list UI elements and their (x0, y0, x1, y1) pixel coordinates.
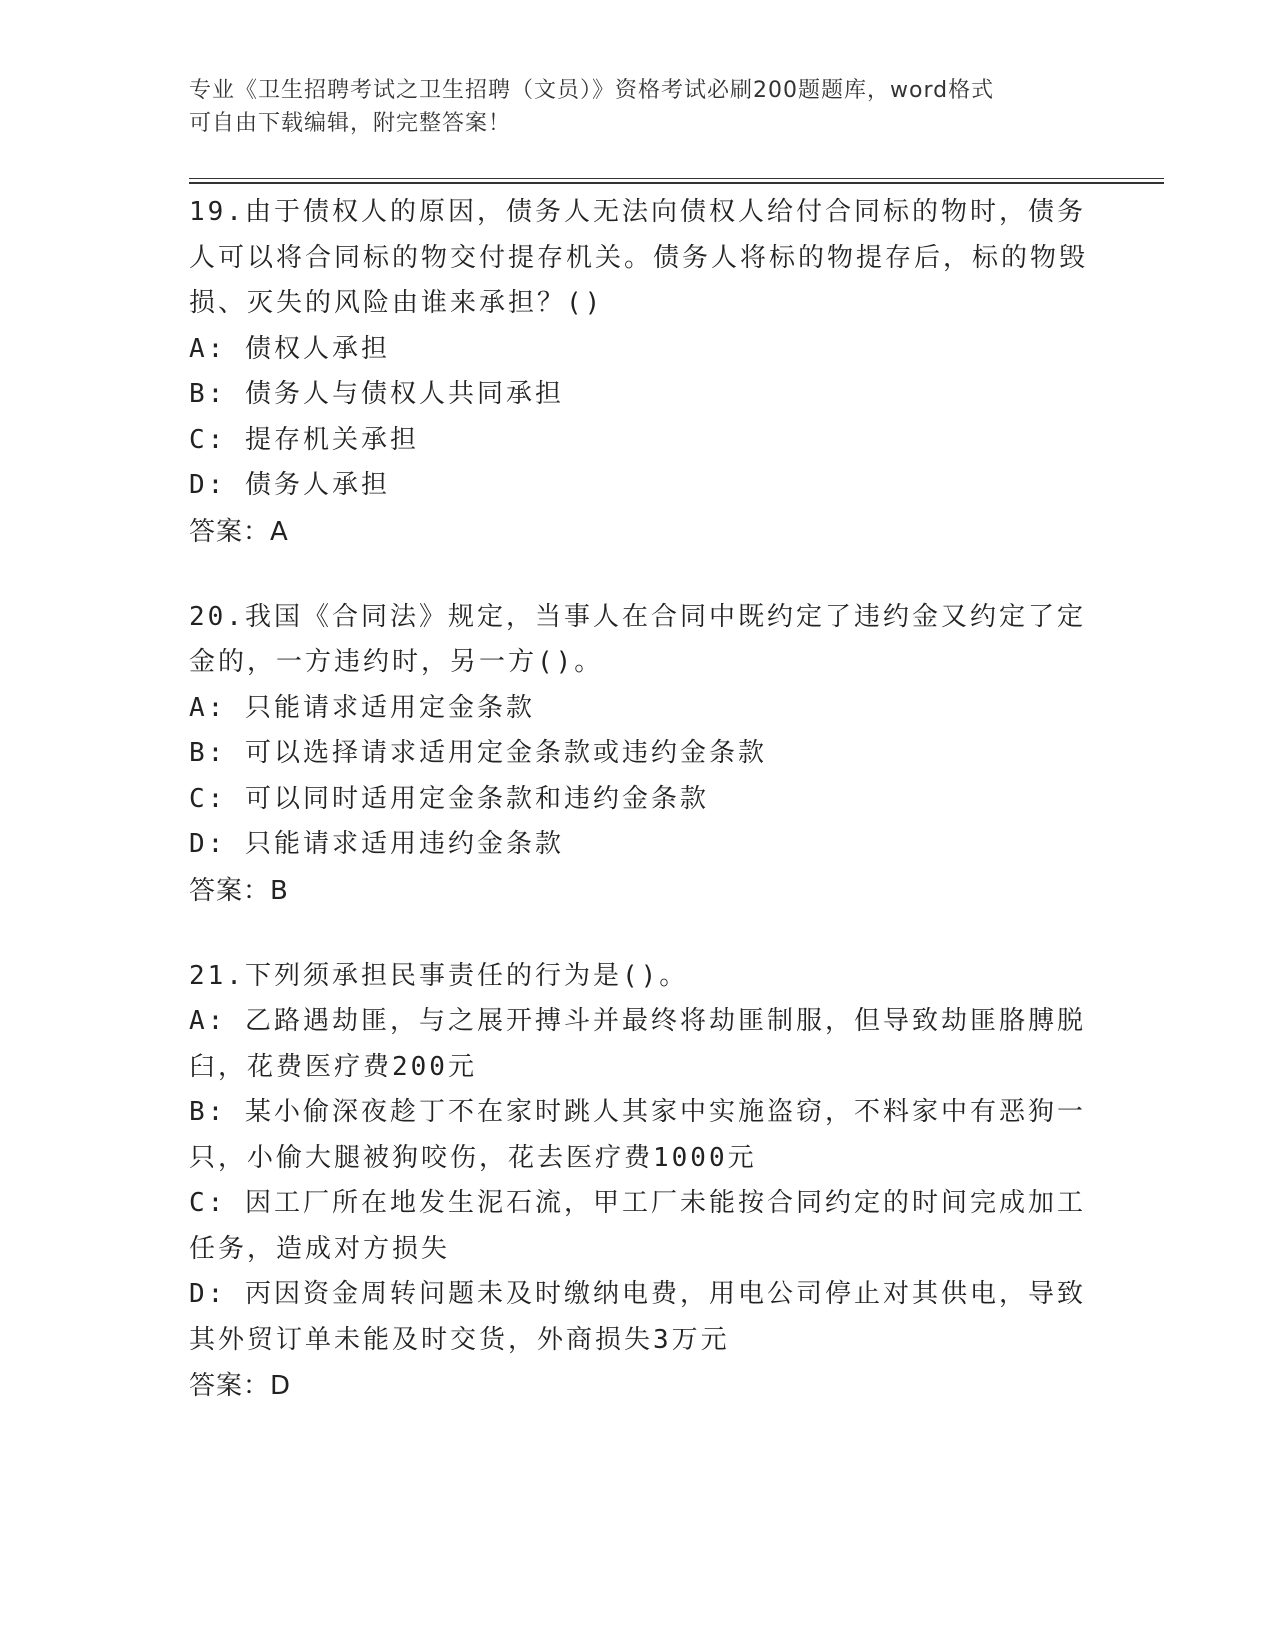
answer-label: 答案：A (189, 516, 289, 547)
option-a: A: 债权人承担 (189, 333, 390, 364)
document-header (189, 74, 1089, 140)
header-line-2: 可自由下载编辑，附完整答案！ (189, 111, 512, 136)
question-21 (189, 954, 1089, 1410)
option-d: D: 债务人承担 (189, 470, 390, 500)
header-divider-thin (189, 178, 1164, 179)
question-19 (189, 190, 1089, 555)
option-c: C: 可以同时适用定金条款和违约金条款 (189, 783, 709, 814)
question-20 (189, 595, 1089, 914)
option-a: A: 乙路遇劫匪，与之展开搏斗并最终将劫匪制服，但导致劫匪胳膊脱臼，花费医疗费200元 (189, 1006, 1086, 1082)
question-stem: 21.下列须承担民事责任的行为是()。 (189, 960, 689, 991)
option-c: C: 因工厂所在地发生泥石流，甲工厂未能按合同约定的时间完成加工任务，造成对方损失 (189, 1188, 1086, 1264)
option-c: C: 提存机关承担 (189, 424, 419, 455)
option-b: B: 某小偷深夜趁丁不在家时跳人其家中实施盗窃，不料家中有恶狗一只，小偷大腿被狗咬伤，花去医疗费1000元 (189, 1097, 1086, 1173)
option-b: B: 债务人与债权人共同承担 (189, 379, 564, 409)
answer-label: 答案：D (189, 1371, 292, 1401)
question-stem: 19.由于债权人的原因，债务人无法向债权人给付合同标的物时，债务人可以将合同标的物交付提存机关。债务人将标的物提存后，标的物毁损、灭失的风险由谁来承担？() (189, 197, 1089, 318)
question-stem: 20.我国《合同法》规定，当事人在合同中既约定了违约金又约定了定金的，一方违约时，另一方()。 (189, 601, 1086, 677)
option-a: A: 只能请求适用定金条款 (189, 692, 535, 723)
header-line-1: 专业《卫生招聘考试之卫生招聘（文员）》资格考试必刷200题题库，word格式 (189, 78, 995, 103)
answer-label: 答案：B (189, 875, 289, 906)
question-list (189, 190, 1089, 1449)
option-b: B: 可以选择请求适用定金条款或违约金条款 (189, 738, 767, 768)
header-divider-thick (189, 182, 1164, 184)
option-d: D: 只能请求适用违约金条款 (189, 829, 564, 859)
option-d: D: 丙因资金周转问题未及时缴纳电费，用电公司停止对其供电，导致其外贸订单未能及时交货，外商损失3万元 (189, 1279, 1086, 1355)
